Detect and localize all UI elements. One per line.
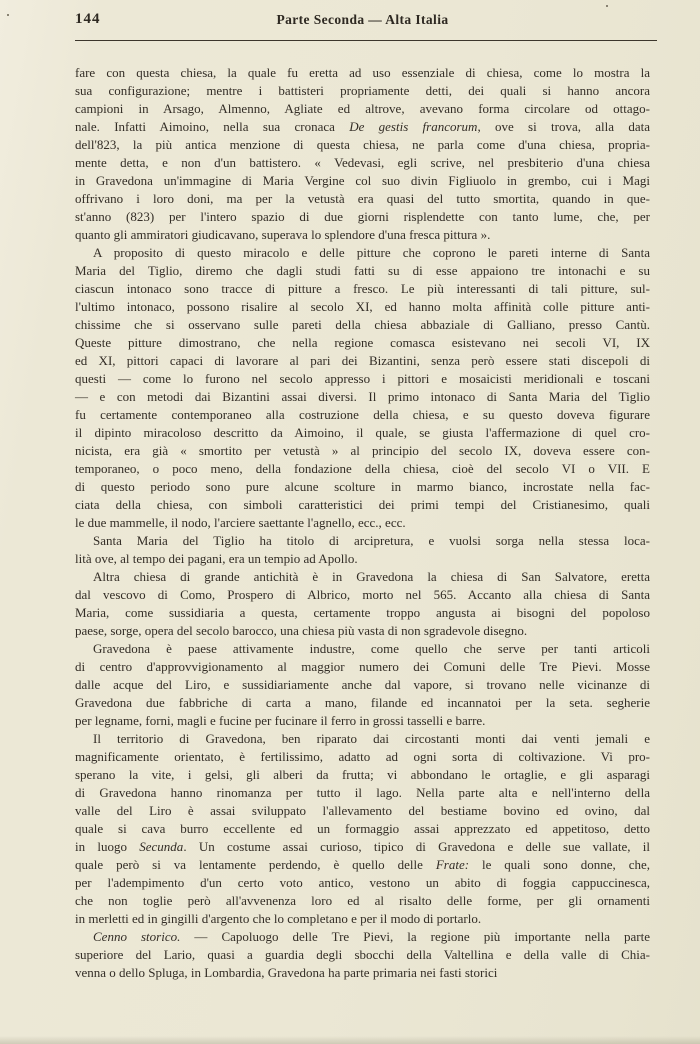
page-bottom-shadow xyxy=(0,1036,700,1044)
text-line: quale però si va lentamente perdendo, è quello delle Frate: le quali sono donne, che, xyxy=(75,857,650,872)
header-rule xyxy=(75,40,657,41)
text-line: di centro d'approvvigionamento al maggior numero dei Comuni delle Tre Pievi. Mosse xyxy=(75,659,650,674)
text-line: venna o dello Spluga, in Lombardia, Gravedona ha parte primaria nei fasti storici xyxy=(75,965,498,980)
text-line: valle del Liro è assai sviluppato l'allevamento del bestiame bovino ed ovino, dal xyxy=(75,803,650,818)
page-number: 144 xyxy=(75,11,101,27)
text-line: Il territorio di Gravedona, ben riparato dai circostanti monti dai venti jemali e xyxy=(93,731,650,746)
text-line: quale si cava burro eccellente ed un formaggio assai apprezzato ed appetitoso, detto xyxy=(75,821,650,836)
text-line: ed XI, pittori capaci di lavorare al pari dei Bizantini, senza però essere stati discepoli di xyxy=(75,353,650,368)
scan-speck xyxy=(606,5,608,7)
text-line: le due mammelle, il nodo, l'arciere saettante l'agnello, ecc., ecc. xyxy=(75,515,406,530)
text-line: quanto gli ammiratori giudicavano, superava lo splendore d'una fresca pittura ». xyxy=(75,227,491,242)
text-line: in Gravedona un'immagine di Maria Vergine col suo divin Figliuolo in grembo, cui i Magi xyxy=(75,173,650,188)
text-line: temporaneo, o poco meno, della fondazione della chiesa, cioè del secolo VI o VII. E xyxy=(75,461,650,476)
scan-speck xyxy=(7,14,9,16)
text-line: Cenno storico. — Capoluogo delle Tre Pievi, la regione più importante nella parte xyxy=(93,929,650,944)
text-line: mente detta, e non d'un battistero. « Vedevasi, egli scrive, nel presbiterio d'una chiesa xyxy=(75,155,650,170)
running-title: Parte Seconda — Alta Italia xyxy=(276,12,449,27)
text-line: dalle acque del Liro, e sussidiariamente anche dal vapore, si trovano nelle vicinanze di xyxy=(75,677,650,692)
text-line: di questo periodo sono pure alcune scolture in marmo bianco, incrostate nella fac- xyxy=(75,479,650,494)
text-line: fare con questa chiesa, la quale fu eretta ad uso essenziale di chiesa, come lo mostra la xyxy=(75,65,650,80)
text-line: A proposito di questo miracolo e delle pitture che coprono le pareti interne di Santa xyxy=(93,245,650,260)
text-line: in luogo Secunda. Un costume assai curioso, tipico di Gravedona e delle sue vallate, il xyxy=(75,839,650,854)
text-line: nicista, era già « smortito per vetustà » al principio del secolo IX, doveva essere con- xyxy=(75,443,650,458)
text-line: offrivano i loro doni, ma per la vetustà era quasi del tutto smortita, quando in que- xyxy=(75,191,650,206)
text-line: superiore del Lario, quasi a guardia degli sbocchi della Valtellina e della valle di Chia- xyxy=(75,947,650,962)
text-line: ciascun intonaco sono tracce di pitture a fresco. Le più interessanti di tali pitture, sul- xyxy=(75,281,650,296)
text-line: in merletti ed in gingilli d'argento che lo completano e per il modo di portarlo. xyxy=(75,911,482,926)
text-line: questi — come lo furono nel secolo appresso i pittori e mosaicisti meridionali e toscani xyxy=(75,371,650,386)
page-header xyxy=(75,0,650,40)
text-line: Gravedona due fabbriche di carta a mano, filande ed incannatoi per la seta. segherie xyxy=(75,695,650,710)
body-text xyxy=(75,64,650,982)
text-line: st'anno (823) per l'intero spazio di due giorni risplendette con tanto lume, che, per xyxy=(75,209,650,224)
text-line: dal vescovo di Como, Prospero di Albrico, morto nel 565. Accanto alla chiesa di Santa xyxy=(75,587,650,602)
text-line: l'ultimo intonaco, possono risalire al secolo XI, ed hanno molta affinità colle pitture anti- xyxy=(75,299,650,314)
text-line: chissime che si osservano sulle pareti della chiesa abbaziale di Galliano, presso Cantù. xyxy=(75,317,650,332)
text-line: magnificamente orientato, è fertilissimo, adatto ad ogni sorta di coltivazione. Vi pro- xyxy=(75,749,650,764)
text-line: che non toglie però all'avvenenza loro ed al risalto delle forme, per gli ornamenti xyxy=(75,893,650,908)
text-line: campioni in Arsago, Almenno, Agliate ed altrove, avevano forma circolare od ottago- xyxy=(75,101,650,116)
text-line: nale. Infatti Aimoino, nella sua cronaca De gestis francorum, ove si trova, alla data xyxy=(75,119,650,134)
text-line: Santa Maria del Tiglio ha titolo di arcipretura, e vuolsi sorga nella stessa loca- xyxy=(93,533,650,548)
text-line: Altra chiesa di grande antichità è in Gravedona la chiesa di San Salvatore, eretta xyxy=(93,569,650,584)
text-line: ciata della chiesa, con simboli caratteristici dei primi tempi del Cristianesimo, quali xyxy=(75,497,650,512)
text-line: sperano la vite, i gelsi, gli alberi da frutta; vi abbondano le ortaglie, e gli asparagi xyxy=(75,767,650,782)
text-line: per legname, forni, magli e fucine per fucinare il ferro in grossi tasselli e barre. xyxy=(75,713,486,728)
text-line: sua configurazione; mentre i battisteri propriamente detti, dei quali si hanno ancora xyxy=(75,83,650,98)
text-line: il dipinto miracoloso descritto da Aimoino, il quale, se giusta l'affermazione di quel cro- xyxy=(75,425,650,440)
text-line: — e con metodi dai Bizantini assai diversi. Il primo intonaco di Santa Maria del Tiglio xyxy=(75,389,650,404)
text-line: per l'adempimento d'un certo voto antico, vestono un abito di foggia cappuccinesca, xyxy=(75,875,650,890)
text-line: Maria del Tiglio, diremo che dagli studi fatti su di esse appaiono tre intonachi e su xyxy=(75,263,650,278)
text-line: Maria, come sussidiaria a questa, certamente troppo angusta ai bisogni del popoloso xyxy=(75,605,650,620)
text-line: lità ove, al tempo dei pagani, era un tempio ad Apollo. xyxy=(75,551,358,566)
text-line: paese, sorge, opera del secolo barocco, una chiesa più vasta di non sgradevole disegno. xyxy=(75,623,528,638)
text-line: di Gravedona hanno rinomanza per tutto il lago. Nella parte alta e nell'interno della xyxy=(75,785,650,800)
text-line: Queste pitture dimostrano, che nella regione comasca esistevano nei secoli VI, IX xyxy=(75,335,650,350)
text-line: Gravedona è paese attivamente industre, come quello che serve per tanti articoli xyxy=(93,641,650,656)
text-line: dell'823, la più antica menzione di questa chiesa, ne parla come d'una chiesa, propria- xyxy=(75,137,650,152)
text-line: fu certamente contemporaneo alla costruzione della chiesa, e su questo doveva figurare xyxy=(75,407,650,422)
